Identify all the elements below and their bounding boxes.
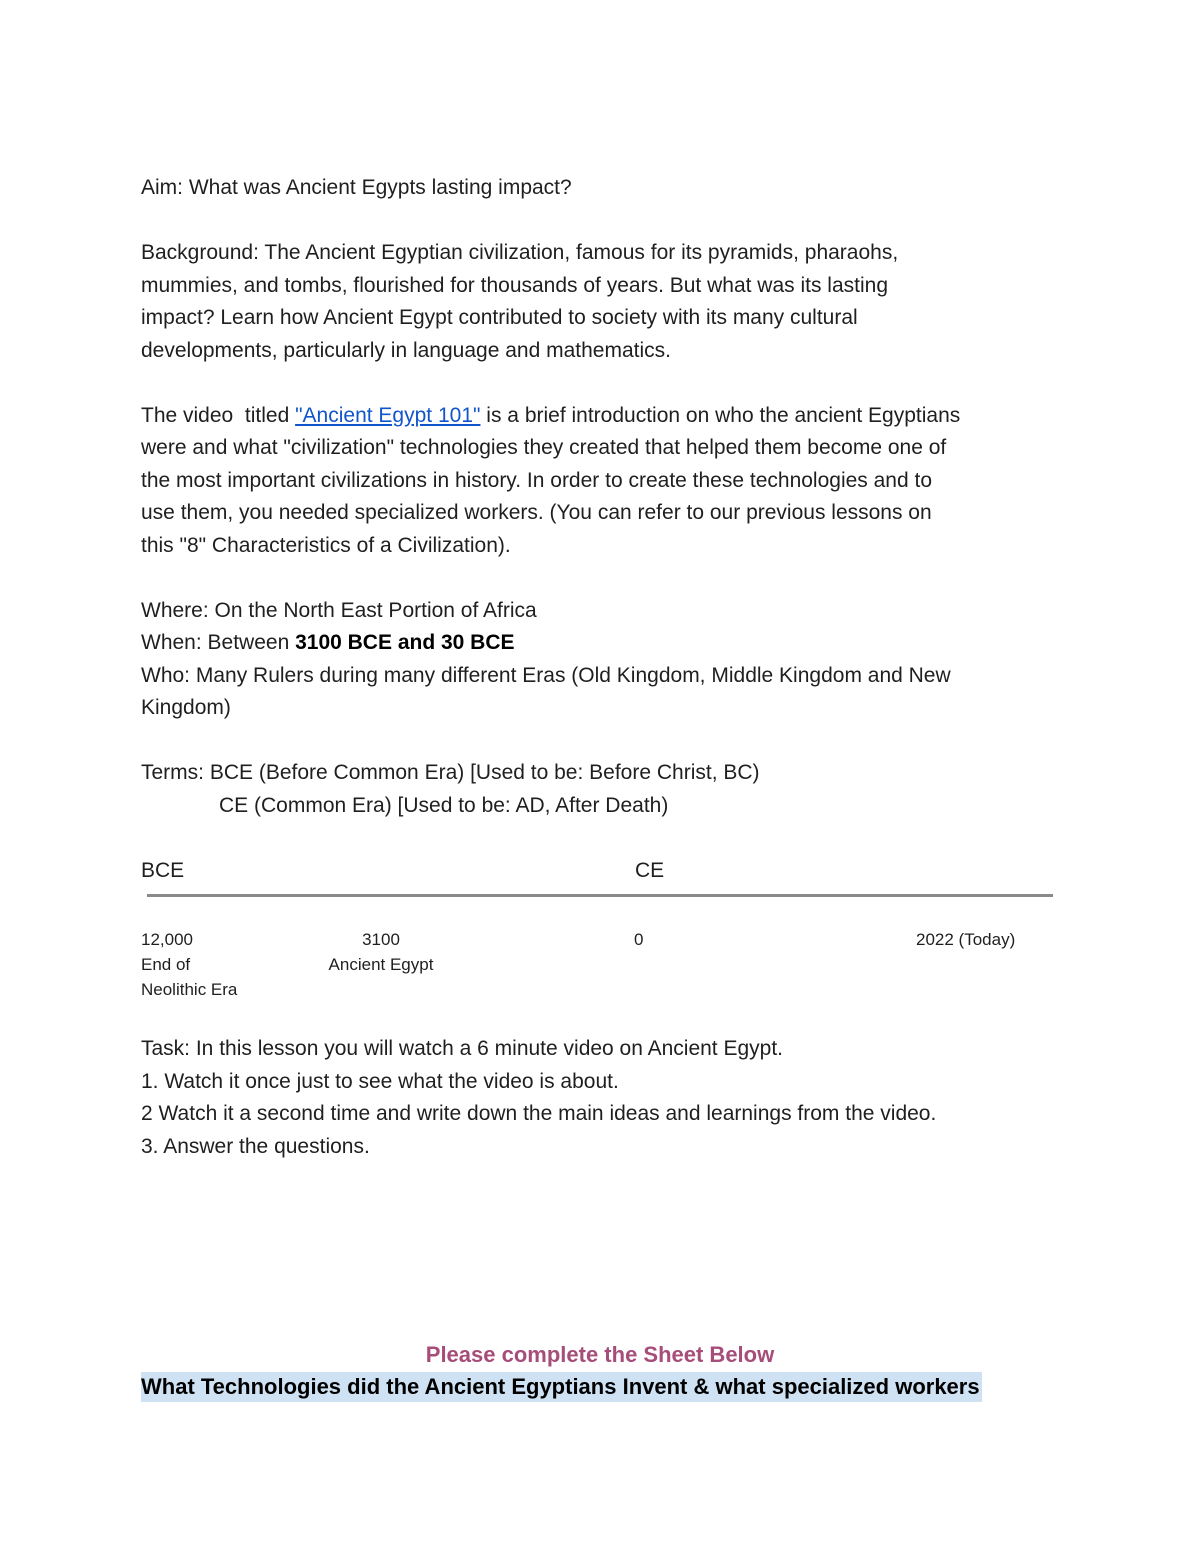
timeline-point <box>141 927 237 1002</box>
background-line: mummies, and tombs, flourished for thousands of years. But what was its lasting <box>141 273 889 297</box>
timeline-point-label: End of <box>141 955 191 974</box>
video-paragraph <box>141 400 1061 563</box>
background-line: impact? Learn how Ancient Egypt contributed to society with its many cultural <box>141 306 858 329</box>
timeline-axis <box>147 894 1053 897</box>
timeline-point-label: Neolithic Era <box>141 980 238 999</box>
task-step: 1. Watch it once just to see what the video is about. <box>141 1069 619 1093</box>
timeline-point <box>634 927 643 952</box>
video-line: this "8" Characteristics of a Civilization). <box>141 533 511 557</box>
terms-block <box>141 757 1061 822</box>
aim-line: Aim: What was Ancient Egypts lasting impact? <box>141 176 572 199</box>
timeline-point <box>326 927 436 977</box>
background-paragraph <box>141 237 1061 367</box>
who-line: Kingdom) <box>141 696 231 719</box>
video-prefix: The video titled <box>141 403 296 427</box>
video-suffix: is a brief introduction on who the ancient Egyptians <box>480 403 961 427</box>
timeline-bce-header: BCE <box>141 858 185 882</box>
who-line: Who: Many Rulers during many different Eras (Old Kingdom, Middle Kingdom and New <box>141 663 951 687</box>
background-line: Background: The Ancient Egyptian civilization, famous for its pyramids, pharaohs, <box>141 241 899 264</box>
video-line: were and what "civilization" technologies they created that helped them become one of <box>141 436 947 459</box>
timeline-point-value: 0 <box>634 930 644 949</box>
technologies-heading: What Technologies did the Ancient Egyptians Invent & what specialized workers <box>141 1372 982 1402</box>
video-line: use them, you needed specialized workers. (You can refer to our previous lessons on <box>141 501 932 524</box>
video-link[interactable]: "Ancient Egypt 101" <box>295 403 481 427</box>
when-prefix: When: Between <box>141 631 296 654</box>
video-line: the most important civilizations in history. In order to create these technologies and to <box>141 468 933 492</box>
when-line <box>141 627 1061 660</box>
timeline-labels <box>141 927 1061 1007</box>
where-line: Where: On the North East Portion of Africa <box>141 598 537 622</box>
document-body <box>141 172 1061 1163</box>
when-dates: 3100 BCE and 30 BCE <box>295 631 515 654</box>
task-intro: Task: In this lesson you will watch a 6 minute video on Ancient Egypt. <box>141 1037 784 1060</box>
facts-block <box>141 595 1061 725</box>
timeline-point <box>916 927 1015 952</box>
terms-line: CE (Common Era) [Used to be: AD, After Death) <box>219 793 669 817</box>
timeline-ce-header: CE <box>635 858 665 882</box>
timeline-point-label: Ancient Egypt <box>328 955 434 974</box>
task-block <box>141 1033 1061 1163</box>
timeline-headers <box>141 855 1061 888</box>
complete-sheet-prompt: Please complete the Sheet Below <box>425 1342 775 1367</box>
terms-line: Terms: BCE (Before Common Era) [Used to be: Before Christ, BC) <box>141 761 760 784</box>
timeline-point-value: 2022 (Today) <box>916 930 1016 949</box>
task-step: 2 Watch it a second time and write down the main ideas and learnings from the video. <box>141 1102 937 1125</box>
background-line: developments, particularly in language and mathematics. <box>141 338 671 362</box>
timeline-point-value: 3100 <box>362 930 400 949</box>
video-line <box>141 400 1061 433</box>
task-step: 3. Answer the questions. <box>141 1134 370 1158</box>
timeline-point-value: 12,000 <box>141 930 193 949</box>
